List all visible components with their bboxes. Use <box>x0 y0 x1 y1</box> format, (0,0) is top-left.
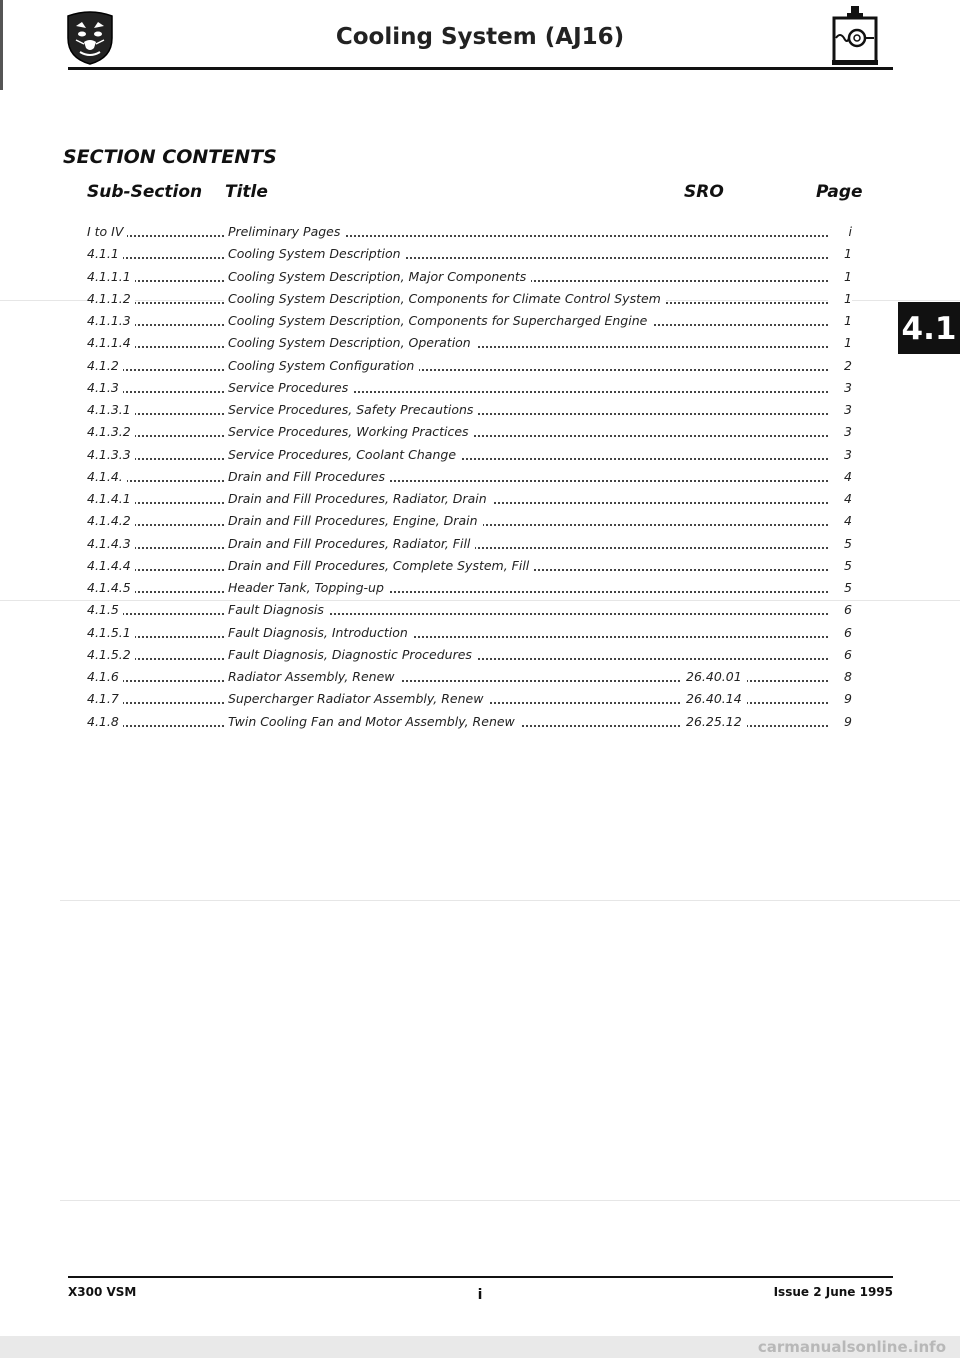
toc-page: 4 <box>828 469 852 484</box>
section-tab-marker <box>898 302 960 354</box>
toc-subsection-number: 4.1.4. <box>87 469 127 484</box>
toc-page: 8 <box>828 669 852 684</box>
toc-row <box>87 467 852 489</box>
toc-row <box>87 422 852 444</box>
dot-leader <box>87 480 852 482</box>
toc-page: 5 <box>828 536 852 551</box>
toc-row <box>87 244 852 266</box>
column-header-sro: SRO <box>684 182 724 202</box>
toc-subsection-number: 4.1.5.1 <box>87 625 135 640</box>
column-header-title: Title <box>225 182 268 202</box>
dot-leader <box>87 369 852 371</box>
toc-title: Cooling System Description, Major Components <box>224 269 531 284</box>
footer-issue: Issue 2 June 1995 <box>773 1285 893 1299</box>
toc-title: Drain and Fill Procedures, Radiator, Fill <box>224 536 475 551</box>
dot-leader <box>87 591 852 593</box>
dot-leader <box>87 636 852 638</box>
toc-subsection-number: 4.1.1.3 <box>87 313 135 328</box>
toc-title: Fault Diagnosis, Introduction <box>224 625 413 640</box>
toc-title: Drain and Fill Procedures, Radiator, Drain <box>224 491 492 506</box>
toc-row <box>87 600 852 622</box>
toc-row <box>87 667 852 689</box>
toc-subsection-number: 4.1.3.1 <box>87 402 135 417</box>
toc-subsection-number: 4.1.4.2 <box>87 513 135 528</box>
toc-subsection-number: 4.1.4.3 <box>87 536 135 551</box>
toc-title: Cooling System Description, Operation <box>224 335 476 350</box>
header-rule <box>68 67 893 70</box>
toc-row <box>87 333 852 355</box>
toc-title: Service Procedures, Coolant Change <box>224 447 461 462</box>
toc-subsection-number: I to IV <box>87 224 127 239</box>
toc-subsection-number: 4.1.1.4 <box>87 335 135 350</box>
toc-subsection-number: 4.1.5 <box>87 602 123 617</box>
toc-page: 1 <box>828 291 852 306</box>
coolant-tank-icon <box>830 4 880 66</box>
toc-title: Supercharger Radiator Assembly, Renew <box>224 691 488 706</box>
toc-title: Service Procedures, Safety Precautions <box>224 402 478 417</box>
toc-subsection-number: 4.1.4.5 <box>87 580 135 595</box>
toc-subsection-number: 4.1.1.1 <box>87 269 135 284</box>
toc-subsection-number: 4.1.5.2 <box>87 647 135 662</box>
toc-title: Drain and Fill Procedures, Engine, Drain <box>224 513 483 528</box>
toc-row <box>87 489 852 511</box>
toc-row <box>87 556 852 578</box>
toc-page: 3 <box>828 380 852 395</box>
toc-subsection-number: 4.1.3.2 <box>87 424 135 439</box>
toc-row <box>87 267 852 289</box>
toc-title: Preliminary Pages <box>224 224 345 239</box>
toc-title: Cooling System Description <box>224 246 406 261</box>
watermark-bar <box>0 1336 960 1358</box>
toc-page: 4 <box>828 513 852 528</box>
toc-row <box>87 623 852 645</box>
toc-page: 6 <box>828 625 852 640</box>
scan-line <box>60 1200 960 1201</box>
dot-leader <box>87 613 852 615</box>
toc-title: Drain and Fill Procedures, Complete System, Fill <box>224 558 534 573</box>
toc-row <box>87 712 852 734</box>
toc-title: Header Tank, Topping-up <box>224 580 389 595</box>
toc-page: 2 <box>828 358 852 373</box>
toc-subsection-number: 4.1.2 <box>87 358 123 373</box>
dot-leader <box>87 257 852 259</box>
toc-row <box>87 356 852 378</box>
toc-page: 1 <box>828 246 852 261</box>
toc-title: Fault Diagnosis, Diagnostic Procedures <box>224 647 477 662</box>
toc-row <box>87 689 852 711</box>
footer-doc-id: X300 VSM <box>68 1285 137 1299</box>
toc-subsection-number: 4.1.4.4 <box>87 558 135 573</box>
toc-subsection-number: 4.1.4.1 <box>87 491 135 506</box>
toc-title: Twin Cooling Fan and Motor Assembly, Renew <box>224 714 520 729</box>
toc-title: Radiator Assembly, Renew <box>224 669 400 684</box>
toc-row <box>87 400 852 422</box>
toc-row <box>87 378 852 400</box>
watermark-text: carmanualsonline.info <box>757 1338 946 1356</box>
toc-page: 3 <box>828 447 852 462</box>
dot-leader <box>87 235 852 237</box>
toc-sro: 26.40.01 <box>681 669 747 684</box>
toc-row <box>87 511 852 533</box>
toc-page: 9 <box>828 714 852 729</box>
toc-row <box>87 222 852 244</box>
toc-page: 9 <box>828 691 852 706</box>
toc-subsection-number: 4.1.3 <box>87 380 123 395</box>
toc-title: Service Procedures, Working Practices <box>224 424 474 439</box>
toc-row <box>87 534 852 556</box>
toc-subsection-number: 4.1.8 <box>87 714 123 729</box>
section-tab-label: 4.1 <box>901 311 957 347</box>
toc-page: 6 <box>828 602 852 617</box>
toc-page: 1 <box>828 335 852 350</box>
toc-subsection-number: 4.1.1 <box>87 246 123 261</box>
toc-page: 5 <box>828 558 852 573</box>
toc-row <box>87 311 852 333</box>
toc-page: 1 <box>828 269 852 284</box>
toc-page: 5 <box>828 580 852 595</box>
toc-row <box>87 645 852 667</box>
table-of-contents <box>87 222 852 734</box>
toc-title: Drain and Fill Procedures <box>224 469 390 484</box>
footer-page-number: i <box>477 1287 483 1303</box>
page-title: Cooling System (AJ16) <box>335 24 625 50</box>
toc-page: 3 <box>828 424 852 439</box>
toc-page: i <box>828 224 852 239</box>
section-heading: SECTION CONTENTS <box>63 146 277 168</box>
toc-sro: 26.25.12 <box>681 714 747 729</box>
toc-subsection-number: 4.1.7 <box>87 691 123 706</box>
toc-row <box>87 289 852 311</box>
toc-title: Service Procedures <box>224 380 353 395</box>
toc-row <box>87 445 852 467</box>
toc-subsection-number: 4.1.6 <box>87 669 123 684</box>
footer-rule <box>68 1276 893 1278</box>
toc-page: 4 <box>828 491 852 506</box>
toc-page: 1 <box>828 313 852 328</box>
toc-page: 6 <box>828 647 852 662</box>
toc-subsection-number: 4.1.1.2 <box>87 291 135 306</box>
toc-title: Cooling System Description, Components for Climate Control System <box>224 291 666 306</box>
dot-leader <box>87 458 852 460</box>
toc-title: Cooling System Configuration <box>224 358 419 373</box>
scan-line <box>60 900 960 901</box>
toc-title: Cooling System Description, Components for Supercharged Engine <box>224 313 652 328</box>
column-header-page: Page <box>816 182 863 202</box>
toc-sro: 26.40.14 <box>681 691 747 706</box>
column-header-subsection: Sub-Section <box>87 182 203 202</box>
toc-page: 3 <box>828 402 852 417</box>
toc-row <box>87 578 852 600</box>
toc-title: Fault Diagnosis <box>224 602 329 617</box>
dot-leader <box>87 391 852 393</box>
toc-subsection-number: 4.1.3.3 <box>87 447 135 462</box>
